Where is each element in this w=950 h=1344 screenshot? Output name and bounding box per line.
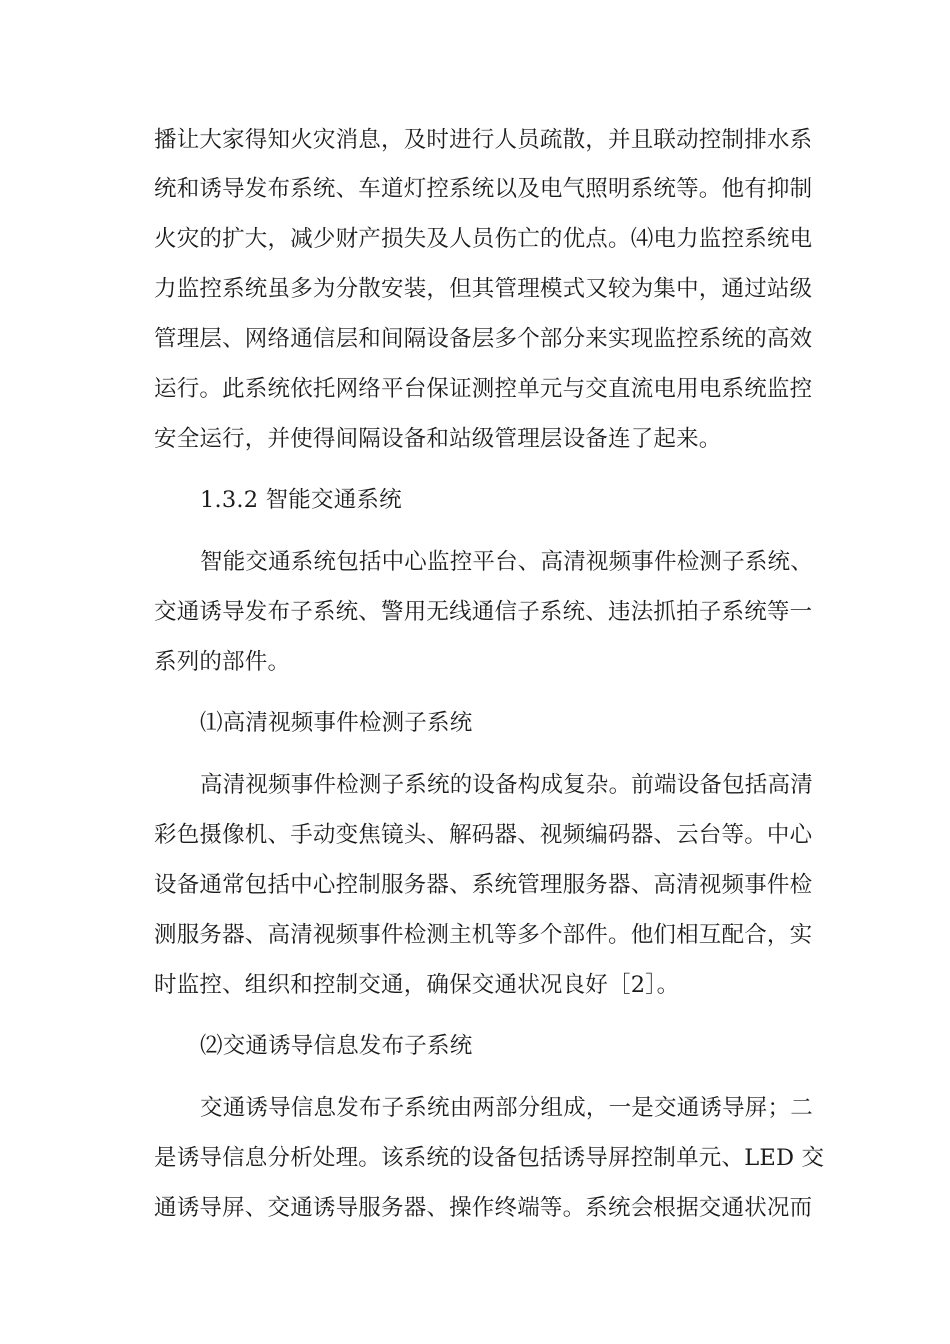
paragraph-line: 智能交通系统包括中心监控平台、高清视频事件检测子系统、 <box>200 549 813 575</box>
paragraph-line: 设备通常包括中心控制服务器、系统管理服务器、高清视频事件检 <box>154 872 813 898</box>
paragraph-line: 播让大家得知火灾消息，及时进行人员疏散，并且联动控制排水系 <box>154 127 813 153</box>
section-heading: 1.3.2 智能交通系统 <box>200 487 402 513</box>
paragraph-line: 统和诱导发布系统、车道灯控系统以及电气照明系统等。他有抑制 <box>154 176 813 202</box>
subsection-heading: ⑵交通诱导信息发布子系统 <box>200 1033 473 1059</box>
paragraph-line: 是诱导信息分析处理。该系统的设备包括诱导屏控制单元、LED 交 <box>154 1145 825 1171</box>
paragraph-line: 火灾的扩大，减少财产损失及人员伤亡的优点。⑷电力监控系统电 <box>154 226 813 252</box>
paragraph-line: 通诱导屏、交通诱导服务器、操作终端等。系统会根据交通状况而 <box>154 1195 813 1221</box>
subsection-heading: ⑴高清视频事件检测子系统 <box>200 710 473 736</box>
paragraph-line: 彩色摄像机、手动变焦镜头、解码器、视频编码器、云台等。中心 <box>154 822 813 848</box>
paragraph-line: 高清视频事件检测子系统的设备构成复杂。前端设备包括高清 <box>200 772 813 798</box>
paragraph-line: 交通诱导信息发布子系统由两部分组成，一是交通诱导屏；二 <box>200 1095 813 1121</box>
paragraph-line: 运行。此系统依托网络平台保证测控单元与交直流电用电系统监控 <box>154 376 813 402</box>
paragraph-line: 交通诱导发布子系统、警用无线通信子系统、违法抓拍子系统等一 <box>154 599 813 625</box>
paragraph-line: 系列的部件。 <box>154 649 291 675</box>
paragraph-line: 测服务器、高清视频事件检测主机等多个部件。他们相互配合，实 <box>154 922 813 948</box>
paragraph-line: 力监控系统虽多为分散安装，但其管理模式又较为集中，通过站级 <box>154 276 813 302</box>
paragraph-line: 时监控、组织和控制交通，确保交通状况良好［2］。 <box>154 972 680 998</box>
paragraph-line: 安全运行，并使得间隔设备和站级管理层设备连了起来。 <box>154 426 722 452</box>
paragraph-line: 管理层、网络通信层和间隔设备层多个部分来实现监控系统的高效 <box>154 326 813 352</box>
